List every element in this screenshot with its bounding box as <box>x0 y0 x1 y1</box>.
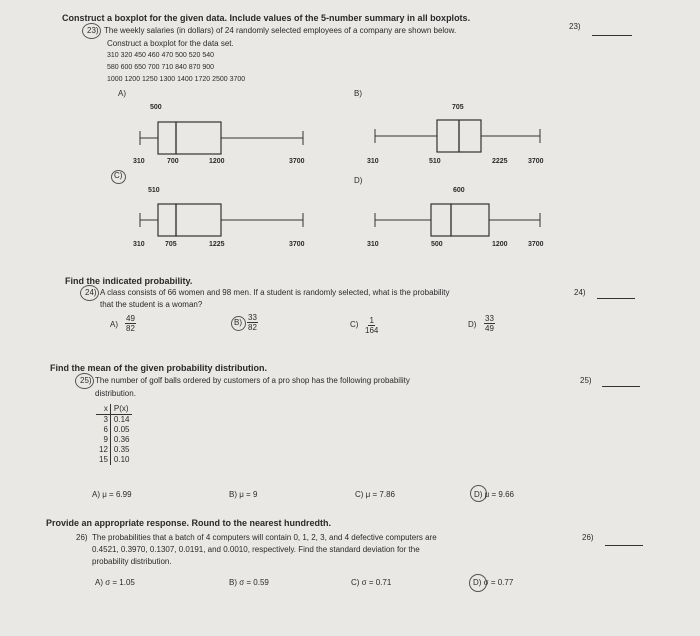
table-row <box>96 415 132 426</box>
tick-label: 1225 <box>209 241 225 248</box>
table-row <box>96 425 132 435</box>
fraction-numerator: 33 <box>485 314 494 323</box>
fraction-numerator: 33 <box>248 313 257 322</box>
probability-table <box>96 404 132 465</box>
question-text: distribution. <box>95 389 136 398</box>
tick-label: 1200 <box>492 241 508 248</box>
question-text: The probabilities that a batch of 4 computers will contain 0, 1, 2, 3, and 4 defective computers are <box>92 533 437 542</box>
tick-label: 310 <box>133 241 145 248</box>
data-line-3: 1000 1200 1250 1300 1400 1720 2500 3700 <box>107 76 246 83</box>
boxplot-label-q1: 510 <box>148 187 160 194</box>
fraction-b <box>247 313 258 332</box>
question-number: 24) <box>85 288 97 297</box>
fraction-denominator: 164 <box>365 326 379 335</box>
table-cell-x: 15 <box>96 455 110 465</box>
section-heading-response: Provide an appropriate response. Round to the nearest hundredth. <box>46 518 332 528</box>
table-header-x: x <box>96 404 110 415</box>
answer-label: 25) <box>580 376 592 385</box>
question-text: A class consists of 66 women and 98 men. If a student is randomly selected, what is the probability <box>100 288 450 297</box>
fraction-denominator: 82 <box>126 324 135 333</box>
question-text: The number of golf balls ordered by customers of a pro shop has the following probability <box>95 376 410 385</box>
option-a-text[interactable]: A) μ = 6.99 <box>92 490 132 499</box>
boxplot-label-q1: 500 <box>150 104 162 111</box>
fraction-denominator: 82 <box>248 323 257 332</box>
table-cell-p: 0.05 <box>113 425 130 434</box>
table-cell-x: 12 <box>96 445 110 455</box>
tick-label: 3700 <box>528 241 544 248</box>
tick-label: 3700 <box>289 158 305 165</box>
question-text: probability distribution. <box>92 557 172 566</box>
option-a-label[interactable]: A) <box>118 89 126 98</box>
tick-label: 700 <box>167 158 179 165</box>
tick-label: 1200 <box>209 158 225 165</box>
option-c-label[interactable]: C) <box>350 320 359 329</box>
boxplot-a <box>125 100 325 170</box>
fraction-a <box>125 314 136 333</box>
boxplot-label-q1: 705 <box>452 104 464 111</box>
table-row <box>96 455 132 465</box>
tick-label: 2225 <box>492 158 508 165</box>
answer-blank[interactable] <box>592 35 632 36</box>
option-b-text[interactable]: B) σ = 0.59 <box>229 578 269 587</box>
boxplot-label-q1: 600 <box>453 187 465 194</box>
tick-label: 310 <box>133 158 145 165</box>
tick-label: 705 <box>165 241 177 248</box>
table-row <box>96 445 132 455</box>
data-line-1: 310 320 450 460 470 500 520 540 <box>107 52 215 59</box>
data-line-2: 580 600 650 700 710 840 870 900 <box>107 64 215 71</box>
table-cell-p: 0.10 <box>113 455 130 464</box>
table-header-p: P(x) <box>110 404 132 415</box>
section-heading-boxplot: Construct a boxplot for the given data. Include values of the 5-number summary in all boxplots. <box>62 13 471 23</box>
question-number: 25) <box>80 376 92 385</box>
fraction-numerator: 49 <box>126 314 135 323</box>
boxplot-c <box>125 183 325 253</box>
question-text: that the student is a woman? <box>100 300 203 309</box>
answer-blank[interactable] <box>602 386 640 387</box>
option-b-label[interactable]: B) <box>234 318 242 327</box>
option-b-text[interactable]: B) μ = 9 <box>229 490 258 499</box>
answer-blank[interactable] <box>597 298 635 299</box>
tick-label: 3700 <box>528 158 544 165</box>
option-c-text[interactable]: C) μ = 7.86 <box>355 490 395 499</box>
section-heading-mean: Find the mean of the given probability distribution. <box>50 363 268 373</box>
table-cell-p: 0.35 <box>113 445 130 454</box>
option-d-text[interactable]: D) μ = 9.66 <box>474 490 514 499</box>
question-text: The weekly salaries (in dollars) of 24 randomly selected employees of a company are shown below. <box>104 26 457 35</box>
option-b-label[interactable]: B) <box>354 89 362 98</box>
table-cell-x: 6 <box>96 425 110 435</box>
option-c-label[interactable]: C) <box>114 171 123 180</box>
answer-label: 23) <box>569 22 581 31</box>
question-number: 26) <box>76 533 88 542</box>
option-d-label[interactable]: D) <box>354 176 363 185</box>
fraction-d <box>484 314 495 333</box>
fraction-numerator: 1 <box>369 316 374 325</box>
option-a-text[interactable]: A) σ = 1.05 <box>95 578 135 587</box>
tick-label: 310 <box>367 241 379 248</box>
question-text: 0.4521, 0.3970, 0.1307, 0.0191, and 0.0010, respectively. Find the standard deviation for the <box>92 545 420 554</box>
section-heading-probability: Find the indicated probability. <box>65 276 193 286</box>
table-header-row <box>96 404 132 415</box>
table-cell-p: 0.14 <box>113 415 130 424</box>
option-c-text[interactable]: C) σ = 0.71 <box>351 578 392 587</box>
option-d-label[interactable]: D) <box>468 320 477 329</box>
question-number: 23) <box>87 26 99 35</box>
option-a-label[interactable]: A) <box>110 320 118 329</box>
tick-label: 310 <box>367 158 379 165</box>
table-row <box>96 435 132 445</box>
option-d-text[interactable]: D) σ = 0.77 <box>473 578 514 587</box>
boxplot-d <box>365 183 565 253</box>
tick-label: 510 <box>429 158 441 165</box>
table-cell-x: 3 <box>96 415 110 426</box>
table-cell-x: 9 <box>96 435 110 445</box>
tick-label: 500 <box>431 241 443 248</box>
fraction-c <box>365 316 378 335</box>
answer-label: 26) <box>582 533 594 542</box>
instruction-text: Construct a boxplot for the data set. <box>107 39 234 48</box>
boxplot-b <box>365 100 565 170</box>
answer-label: 24) <box>574 288 586 297</box>
fraction-denominator: 49 <box>485 324 494 333</box>
answer-blank[interactable] <box>605 545 643 546</box>
tick-label: 3700 <box>289 241 305 248</box>
table-cell-p: 0.36 <box>113 435 130 444</box>
